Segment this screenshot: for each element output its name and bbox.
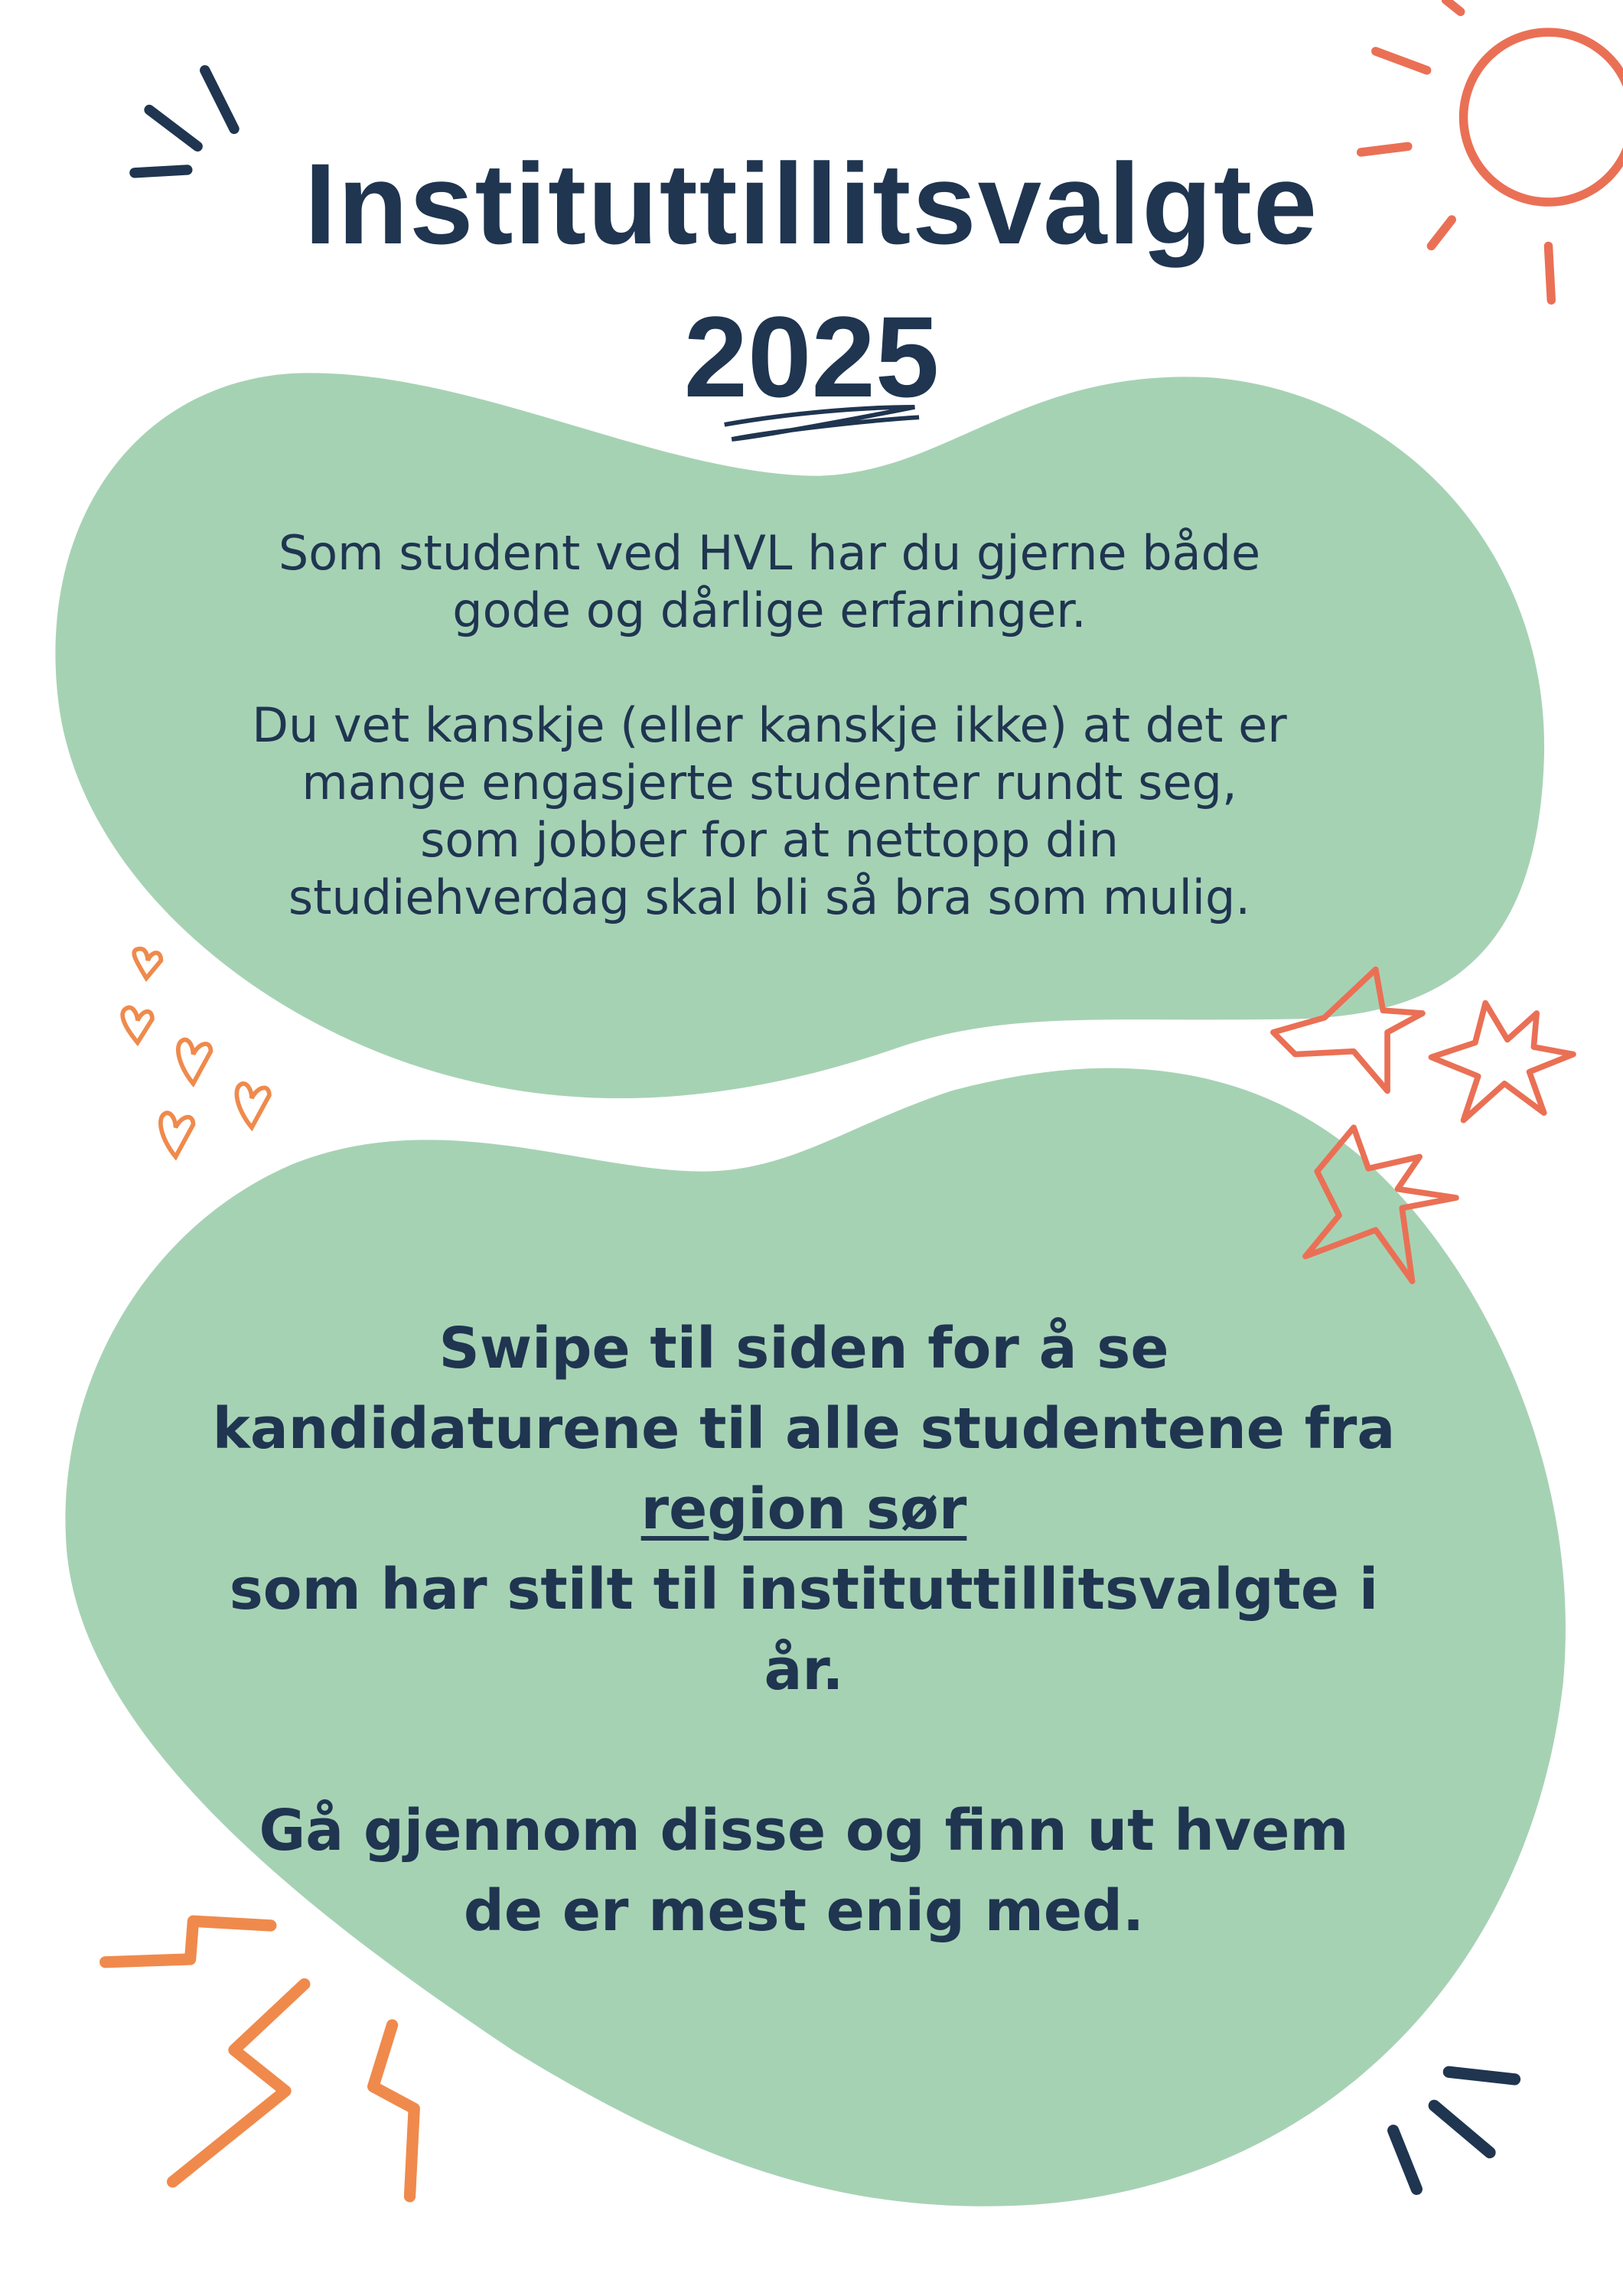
intro-line: studiehverdag skal bli så bra som mulig. — [288, 869, 1251, 925]
intro-text — [0, 524, 1581, 926]
intro-line: gode og dårlige erfaringer. — [452, 582, 1087, 638]
cta-line: Swipe til siden for å se — [438, 1316, 1169, 1381]
intro-line: Som student ved HVL har du gjerne både — [278, 525, 1261, 581]
cta-line: Gå gjennom disse og finn ut hvem — [259, 1798, 1349, 1864]
cta-line: som har stilt til instituttillitsvalgte i — [229, 1557, 1379, 1623]
cta-line: de er mest enig med. — [463, 1878, 1145, 1944]
intro-line: Du vet kanskje (eller kanskje ikke) at det er — [252, 697, 1287, 753]
intro-line: som jobber for at nettopp din — [420, 812, 1119, 868]
page-title: Instituttillitsvalgte — [304, 139, 1319, 268]
region-link[interactable]: region sør — [640, 1476, 967, 1542]
cta-line: år. — [764, 1637, 844, 1703]
cta-line: kandidaturene til alle studentene fra — [212, 1396, 1396, 1462]
cta-text — [0, 1309, 1615, 1952]
lightning-icon — [106, 1921, 415, 2197]
corner-sparkle-icon — [1393, 2072, 1515, 2189]
year-heading: 2025 — [683, 292, 940, 421]
intro-line: mange engasjerte studenter rundt seg, — [301, 755, 1237, 810]
